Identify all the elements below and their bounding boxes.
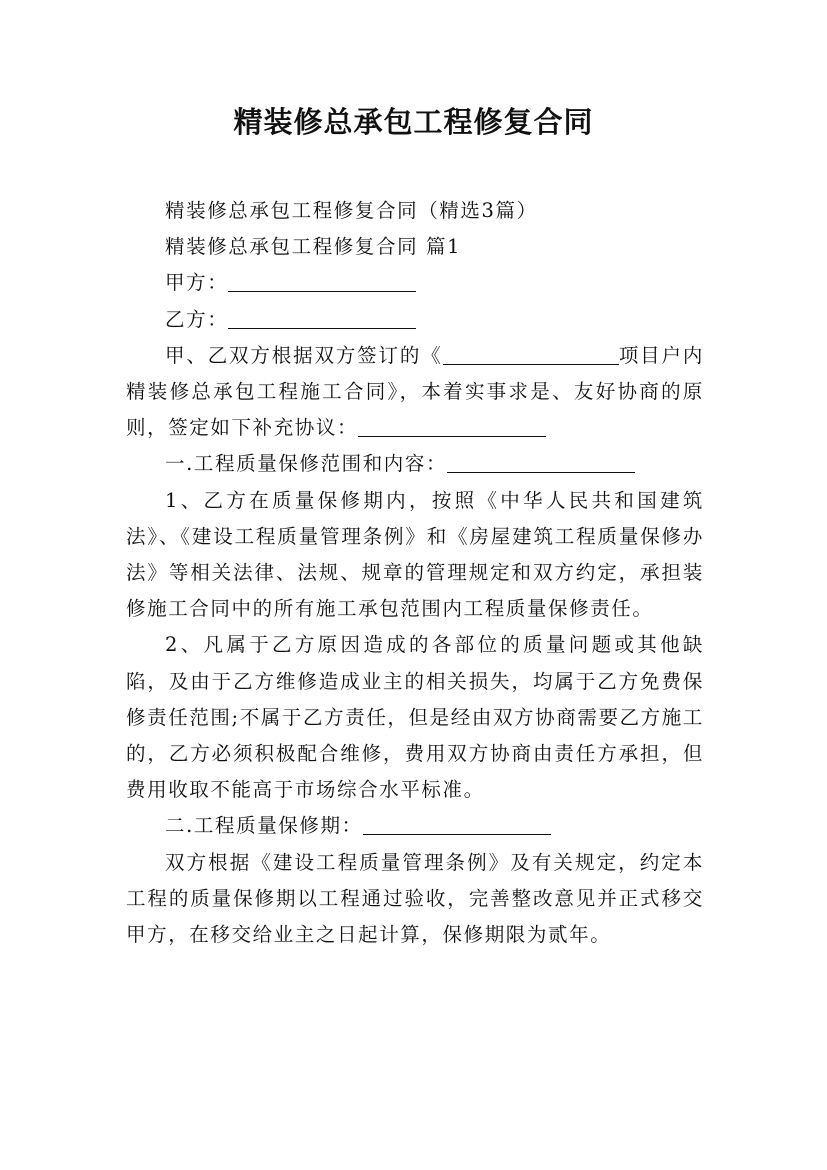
section-2-heading [126,808,704,844]
part-heading [126,229,704,265]
intro-text-start: 甲、乙双方根据双方签订的《 [165,343,443,367]
party-a-line [126,265,704,301]
party-b-line [126,302,704,338]
section-2-blank [363,814,551,835]
party-a-label: 甲方： [165,271,229,295]
clause-2-text: 2、凡属于乙方原因造成的各部位的质量问题或其他缺陷，及由于乙方维修造成业主的相关损失，均属于乙方免费保修责任范围;不属于乙方责任，但是经由双方协商需要乙方施工的，乙方必须积极配合维修，费用双方协商由责任方承担，但费用收取不能高于市场综合水平标准。 [126,633,704,802]
section-1-blank [447,452,635,473]
section-2-heading-text: 二.工程质量保修期： [165,814,363,838]
section-1-heading [126,446,704,482]
document-title: 精装修总承包工程修复合同 [233,105,594,139]
agreement-blank [358,416,546,437]
party-a-blank [228,271,416,292]
clause-3-text: 双方根据《建设工程质量管理条例》及有关规定，约定本工程的质量保修期以工程通过验收，完善整改意见并正式移交甲方，在移交给业主之日起计算，保修期限为贰年。 [126,850,704,947]
section-1-heading-text: 一.工程质量保修范围和内容： [165,452,448,476]
part-heading-text: 精装修总承包工程修复合同 篇1 [165,235,462,259]
document-subtitle [126,193,704,229]
document-body [126,193,704,953]
subtitle-text: 精装修总承包工程修复合同（精选3篇） [165,199,538,222]
clause-3 [126,845,704,954]
clause-2 [126,627,704,808]
intro-text-end: 项目户内精装修总承包工程施工合同》，本着实事求是、友好协商的原则，签定如下补充协议： [126,343,704,440]
party-b-label: 乙方： [165,307,229,331]
intro-paragraph [126,338,704,447]
clause-1-text: 1、乙方在质量保修期内，按照《中华人民共和国建筑法》、《建设工程质量管理条例》和《房屋建筑工程质量保修办法》等相关法律、法规、规章的管理规定和双方约定，承担装修施工合同中的所有施工承包范围内工程质量保修责任。 [126,488,704,621]
party-b-blank [228,308,416,329]
project-name-blank [443,344,619,365]
clause-1 [126,483,704,628]
